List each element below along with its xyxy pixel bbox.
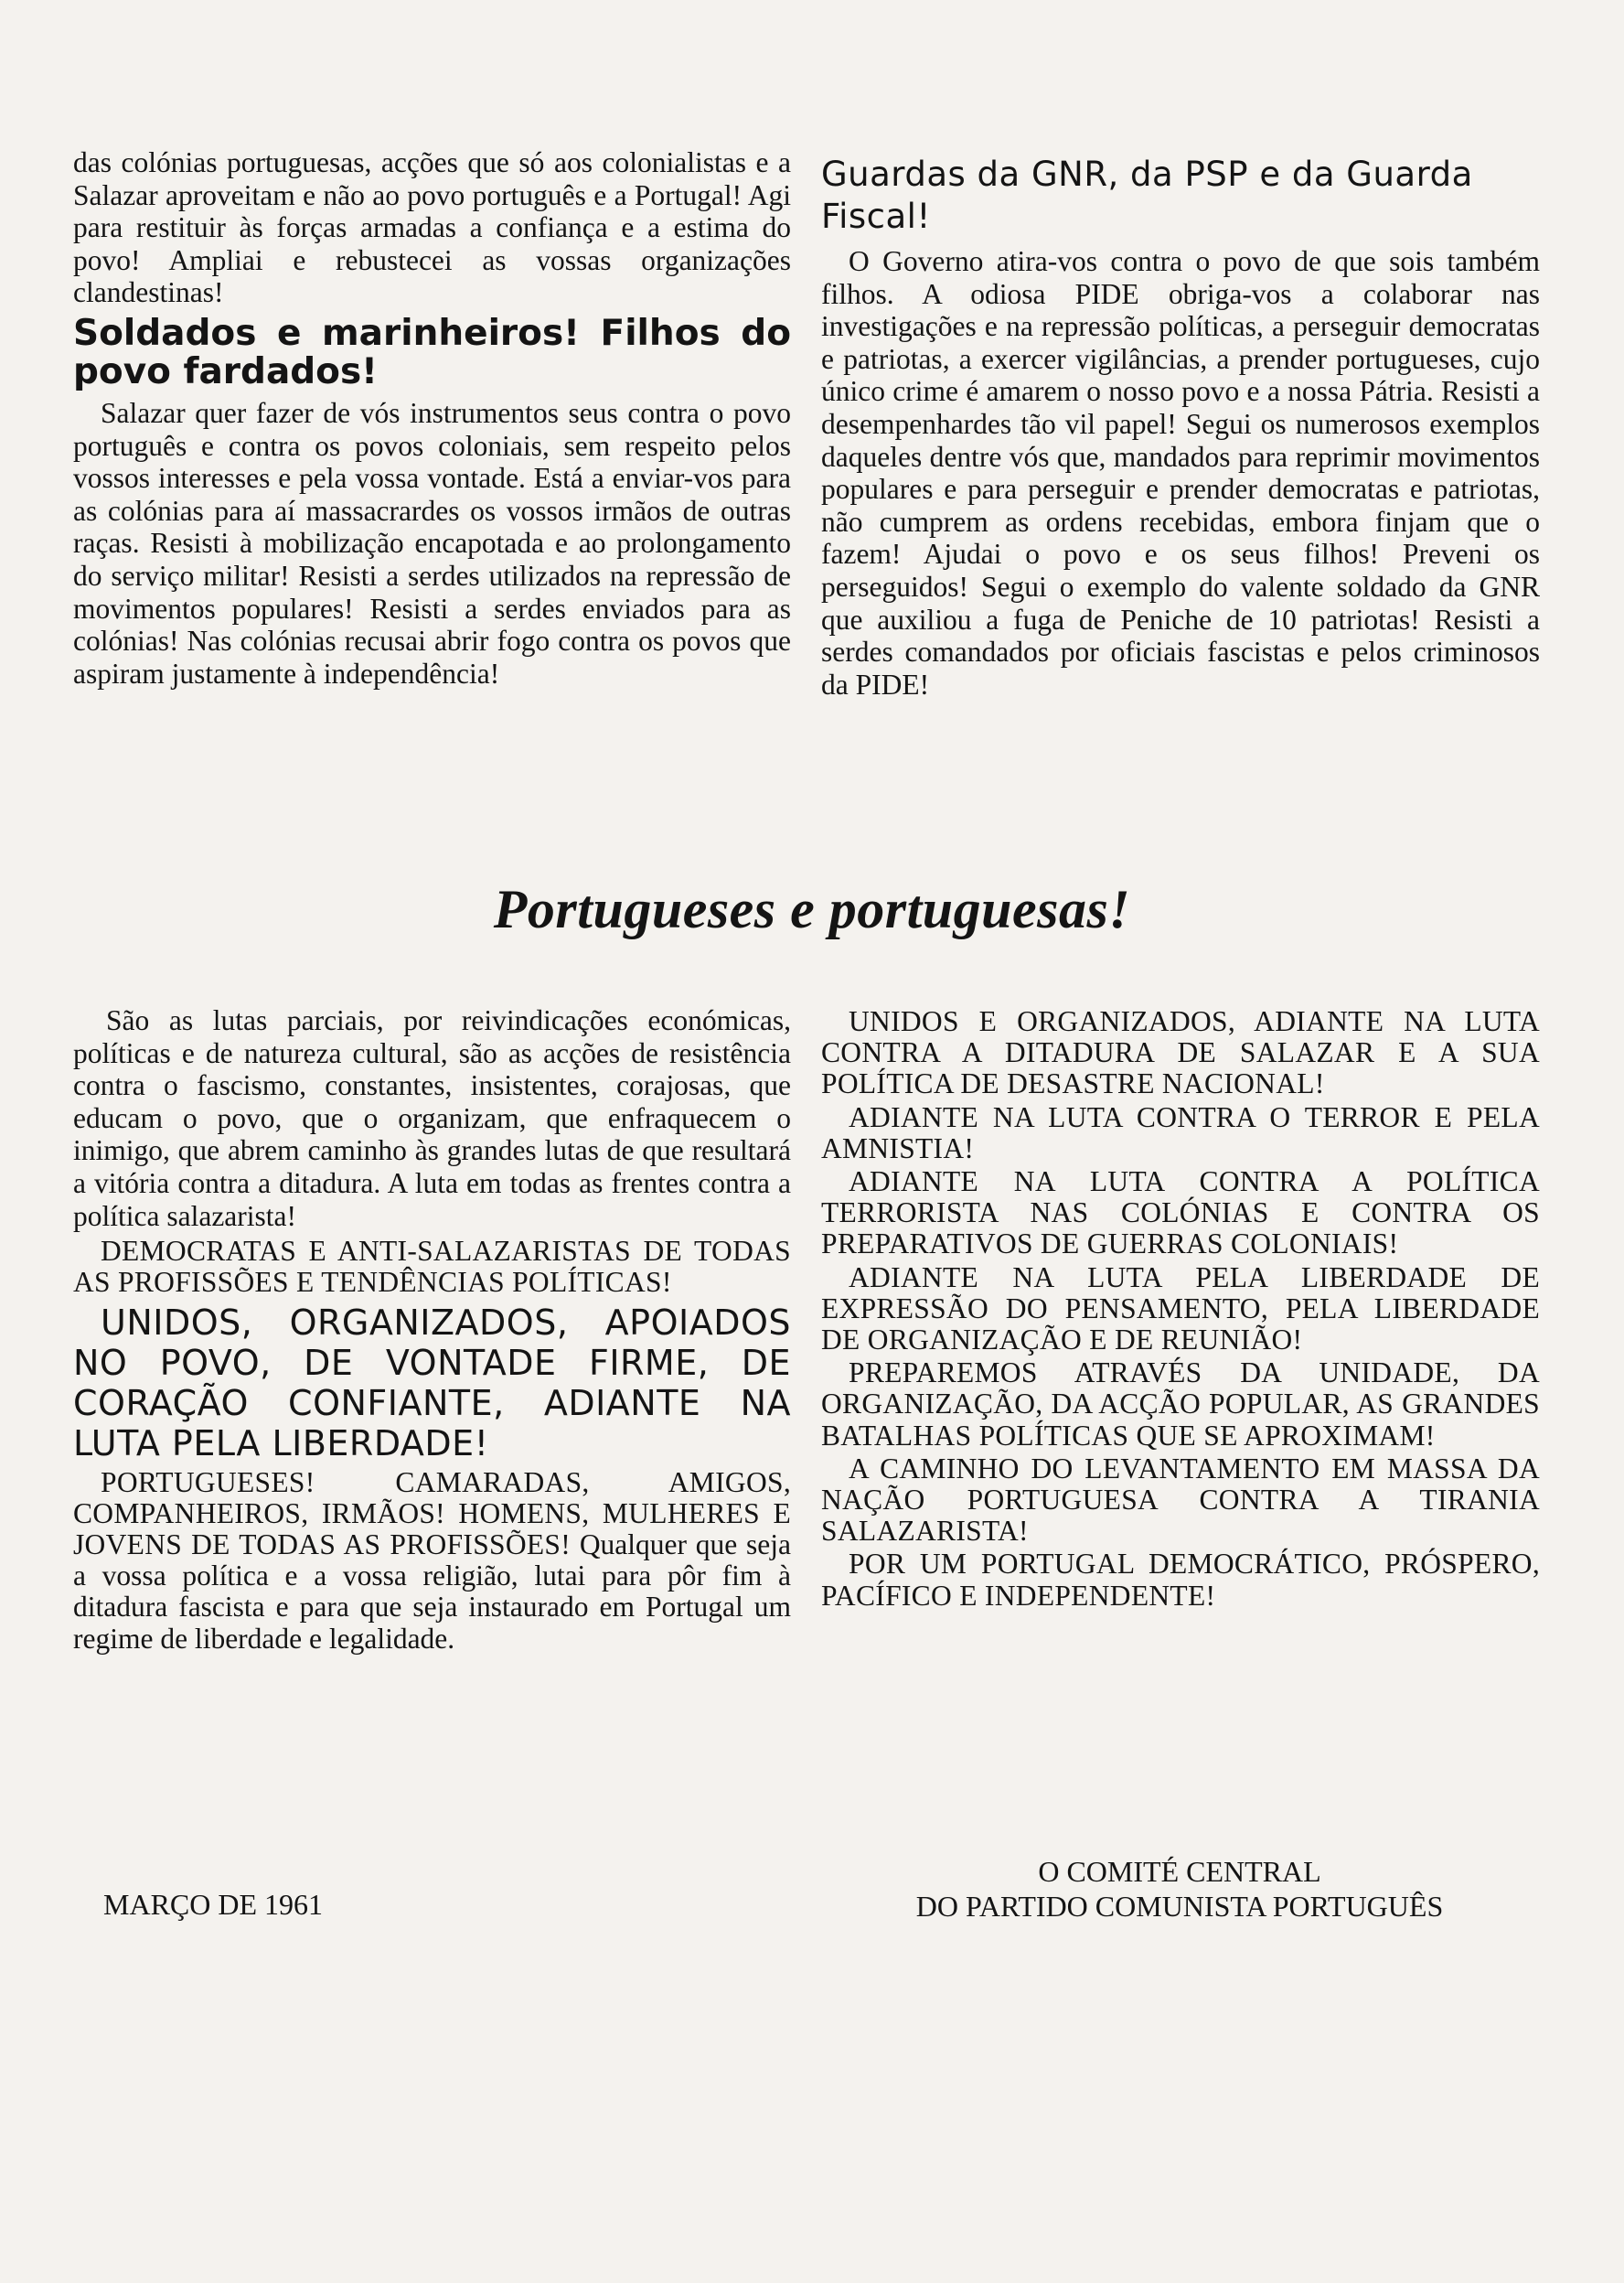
signature-line-1: O COMITÉ CENTRAL	[1038, 1855, 1321, 1888]
democrats-call: DEMOCRATAS E ANTI-SALAZARISTAS DE TODAS AS PROFISSÕES E TENDÊNCIAS POLÍTICAS!	[73, 1235, 791, 1299]
slogan-item: ADIANTE NA LUTA CONTRA A POLÍTICA TERRORISTA NAS COLÓNIAS E CONTRA OS PREPARATIVOS DE GUERRAS COLONIAIS!	[821, 1165, 1540, 1260]
slogan-item: A CAMINHO DO LEVANTAMENTO EM MASSA DA NAÇÃO PORTUGUESA CONTRA A TIRANIA SALAZARISTA!	[821, 1452, 1540, 1548]
portugueses-call	[73, 1467, 791, 1655]
portugueses-call-caps: PORTUGUESES! CAMARADAS, AMIGOS, COMPANHEIROS, IRMÃOS! HOMENS, MULHERES E JOVENS DE TODAS AS PROFISSÕES!	[73, 1465, 791, 1560]
left-top-column	[73, 146, 791, 690]
slogan-item: ADIANTE NA LUTA PELA LIBERDADE DE EXPRESSÃO DO PENSAMENTO, PELA LIBERDADE DE ORGANIZAÇÃO E DE REUNIÃO!	[821, 1260, 1540, 1356]
right-top-column	[821, 154, 1540, 701]
slogan-item: ADIANTE NA LUTA CONTRA O TERROR E PELA AMNISTIA!	[821, 1100, 1540, 1164]
right-bottom-column	[821, 1006, 1540, 1612]
slogan-item: PREPAREMOS ATRAVÉS DA UNIDADE, DA ORGANIZAÇÃO, DA ACÇÃO POPULAR, AS GRANDES BATALHAS POLÍTICAS QUE SE APROXIMAM!	[821, 1356, 1540, 1452]
intro-paragraph: das colónias portuguesas, acções que só aos colonialistas e a Salazar aproveitam e não ao povo português e a Portugal! Agi para restituir às forças armadas a confiança e a estima do povo! Ampliai e rebustecei as vossas organizações clandestinas!	[73, 146, 791, 309]
soldiers-heading: Soldados e marinheiros! Filhos do povo fardados!	[73, 312, 791, 392]
portugueses-call-rest: Qualquer que seja a vossa política e a vossa religião, lutai para pôr fim à ditadura fascista e para que seja instaurado em Portugal um regime de liberdade e legalidade.	[73, 1527, 791, 1655]
slogan-item: UNIDOS E ORGANIZADOS, ADIANTE NA LUTA CONTRA A DITADURA DE SALAZAR E A SUA POLÍTICA DE DESASTRE NACIONAL!	[821, 1005, 1540, 1100]
struggles-paragraph: São as lutas parciais, por reivindicações económicas, políticas e de natureza cultural, são as acções de resistência contra o fascismo, constantes, insistentes, corajosas, que educam o povo, que o organizam, que enfraquecem o inimigo, que abrem caminho às grandes lutas de que resultará a vitória contra a ditadura. A luta em todas as frentes contra a política salazarista!	[73, 1004, 791, 1232]
guards-paragraph: O Governo atira-vos contra o povo de que sois também filhos. A odiosa PIDE obriga-vos a colaborar nas investigações e na repressão políticas, a perseguir democratas e patriotas, a exercer vigilâncias, a prender portugueses, cujo único crime é amarem o nosso povo e a nossa Pátria. Resisti a desempenhardes tão vil papel! Segui os numerosos exemplos daqueles dentre vós que, mandados para reprimir movimentos populares e para perseguir e prender democratas e patriotas, não cumprem as ordens recebidas, embora finjam que o fazem! Ajudai o povo e os seus filhos! Preveni os perseguidos! Segui o exemplo do valente soldado da GNR que auxiliou a fuga de Peniche de 10 patriotas! Resisti a serdes comandados por oficiais fascistas e pelos criminosos da PIDE!	[821, 245, 1540, 701]
guards-heading: Guardas da GNR, da PSP e da Guarda Fiscal!	[821, 155, 1473, 236]
slogan-item: POR UM PORTUGAL DEMOCRÁTICO, PRÓSPERO, PACÍFICO E INDEPENDENTE!	[821, 1548, 1540, 1612]
date-line: MARÇO DE 1961	[103, 1888, 324, 1921]
soldiers-paragraph: Salazar quer fazer de vós instrumentos seus contra o povo português e contra os povos coloniais, sem respeito pelos vossos interesses e pela vossa vontade. Está a enviar-vos para as colónias para aí massacrardes os vossos irmãos de outras raças. Resisti à mobilização encapotada e ao prolongamento do serviço militar! Resisti a serdes utilizados na repressão de movimentos populares! Resisti a serdes enviados para as colónias! Nas colónias recusai abrir fogo contra os povos que aspiram justamente à independência!	[73, 396, 791, 690]
signature-line-2: DO PARTIDO COMUNISTA PORTUGUÊS	[915, 1890, 1444, 1923]
page-title: Portugueses e portuguesas!	[493, 879, 1131, 939]
united-call: UNIDOS, ORGANIZADOS, APOIADOS NO POVO, DE VONTADE FIRME, DE CORAÇÃO CONFIANTE, ADIANTE NA LUTA PELA LIBERDADE!	[73, 1302, 791, 1463]
left-bottom-column	[73, 1004, 791, 1655]
